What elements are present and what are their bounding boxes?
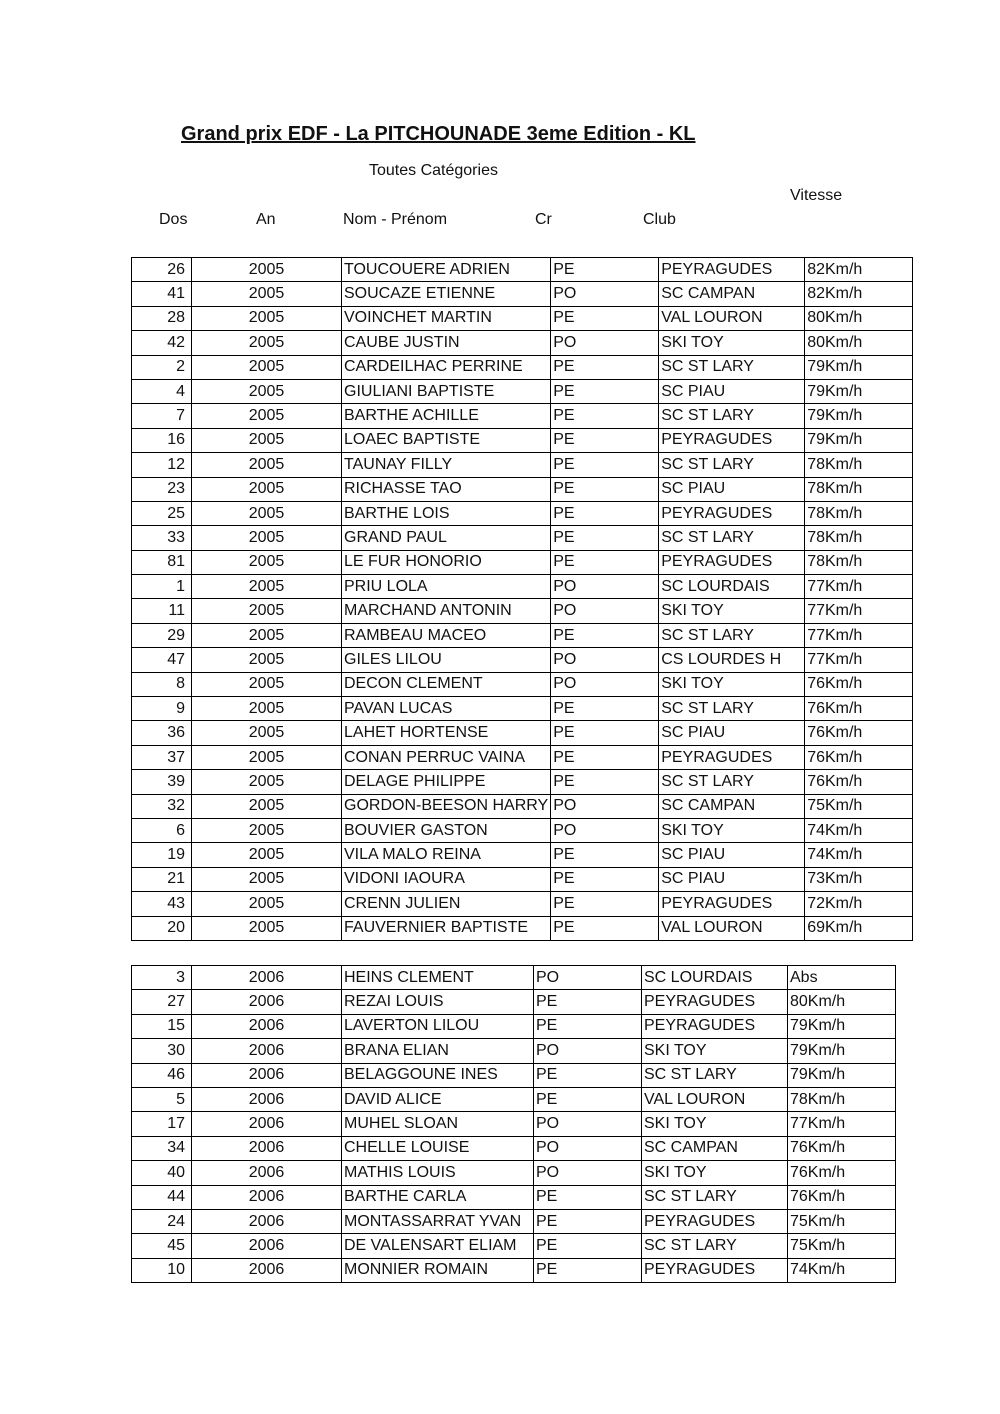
cr-cell: PO <box>534 1039 642 1063</box>
an-cell: 2005 <box>192 331 342 355</box>
club-cell: SC LOURDAIS <box>659 575 805 599</box>
name-cell: BARTHE LOIS <box>342 501 551 525</box>
club-cell: PEYRAGUDES <box>642 1014 788 1038</box>
dos-cell: 33 <box>132 526 192 550</box>
table-row <box>132 501 913 525</box>
dos-cell: 10 <box>132 1258 192 1282</box>
dos-cell: 16 <box>132 428 192 452</box>
cr-cell: PE <box>534 1258 642 1282</box>
dos-cell: 20 <box>132 916 192 940</box>
club-cell: PEYRAGUDES <box>659 501 805 525</box>
table-row <box>132 1234 896 1258</box>
club-cell: PEYRAGUDES <box>659 892 805 916</box>
vitesse-cell: 73Km/h <box>805 867 913 891</box>
dos-cell: 21 <box>132 867 192 891</box>
table-row <box>132 770 913 794</box>
cr-cell: PE <box>551 623 659 647</box>
name-cell: LAVERTON LILOU <box>342 1014 534 1038</box>
dos-cell: 41 <box>132 282 192 306</box>
an-cell: 2005 <box>192 599 342 623</box>
dos-cell: 36 <box>132 721 192 745</box>
table-row <box>132 697 913 721</box>
vitesse-cell: 79Km/h <box>805 355 913 379</box>
table-row <box>132 916 913 940</box>
an-cell: 2006 <box>192 1209 342 1233</box>
club-cell: PEYRAGUDES <box>659 428 805 452</box>
name-cell: LAHET HORTENSE <box>342 721 551 745</box>
club-cell: SC ST LARY <box>659 697 805 721</box>
vitesse-cell: 79Km/h <box>805 428 913 452</box>
table-row <box>132 1087 896 1111</box>
vitesse-cell: 76Km/h <box>805 770 913 794</box>
dos-cell: 29 <box>132 623 192 647</box>
table-row <box>132 526 913 550</box>
cr-cell: PE <box>534 1063 642 1087</box>
cr-cell: PE <box>551 745 659 769</box>
vitesse-cell: 69Km/h <box>805 916 913 940</box>
name-cell: GORDON-BEESON HARRY <box>342 794 551 818</box>
vitesse-cell: 76Km/h <box>788 1161 896 1185</box>
name-cell: MUHEL SLOAN <box>342 1112 534 1136</box>
cr-cell: PE <box>551 892 659 916</box>
results-table-2005 <box>131 257 913 941</box>
table-row <box>132 1063 896 1087</box>
dos-cell: 27 <box>132 990 192 1014</box>
results-table-2006 <box>131 965 896 1283</box>
name-cell: HEINS CLEMENT <box>342 966 534 990</box>
vitesse-cell: 74Km/h <box>805 843 913 867</box>
club-cell: SC PIAU <box>659 867 805 891</box>
club-cell: SKI TOY <box>642 1112 788 1136</box>
club-cell: PEYRAGUDES <box>642 1258 788 1282</box>
dos-cell: 8 <box>132 672 192 696</box>
name-cell: GRAND PAUL <box>342 526 551 550</box>
table-row <box>132 794 913 818</box>
cr-cell: PE <box>551 770 659 794</box>
dos-cell: 17 <box>132 1112 192 1136</box>
an-cell: 2006 <box>192 966 342 990</box>
table-row <box>132 721 913 745</box>
cr-cell: PO <box>551 282 659 306</box>
club-cell: VAL LOURON <box>642 1087 788 1111</box>
table-row <box>132 990 896 1014</box>
an-cell: 2006 <box>192 1039 342 1063</box>
an-cell: 2005 <box>192 794 342 818</box>
cr-cell: PE <box>534 1185 642 1209</box>
dos-cell: 28 <box>132 306 192 330</box>
table-row <box>132 1185 896 1209</box>
dos-cell: 42 <box>132 331 192 355</box>
name-cell: DE VALENSART ELIAM <box>342 1234 534 1258</box>
table-row <box>132 1014 896 1038</box>
cr-cell: PO <box>534 1161 642 1185</box>
name-cell: CONAN PERRUC VAINA <box>342 745 551 769</box>
name-cell: GIULIANI BAPTISTE <box>342 379 551 403</box>
cr-cell: PE <box>551 550 659 574</box>
table-row <box>132 453 913 477</box>
cr-cell: PE <box>534 1014 642 1038</box>
club-cell: SC ST LARY <box>659 526 805 550</box>
club-cell: SC ST LARY <box>642 1063 788 1087</box>
name-cell: GILES LILOU <box>342 648 551 672</box>
table-row <box>132 672 913 696</box>
club-cell: SC ST LARY <box>642 1185 788 1209</box>
an-cell: 2005 <box>192 404 342 428</box>
name-cell: BOUVIER GASTON <box>342 818 551 842</box>
an-cell: 2006 <box>192 990 342 1014</box>
name-cell: RAMBEAU MACEO <box>342 623 551 647</box>
vitesse-cell: 78Km/h <box>805 453 913 477</box>
club-cell: SKI TOY <box>659 599 805 623</box>
name-cell: CAUBE JUSTIN <box>342 331 551 355</box>
dos-cell: 4 <box>132 379 192 403</box>
vitesse-cell: 77Km/h <box>805 623 913 647</box>
dos-cell: 15 <box>132 1014 192 1038</box>
cr-cell: PE <box>551 379 659 403</box>
dos-cell: 45 <box>132 1234 192 1258</box>
dos-cell: 34 <box>132 1136 192 1160</box>
table-row <box>132 867 913 891</box>
vitesse-cell: 79Km/h <box>788 1014 896 1038</box>
club-cell: SC LOURDAIS <box>642 966 788 990</box>
an-cell: 2005 <box>192 258 342 282</box>
cr-cell: PE <box>551 428 659 452</box>
name-cell: CRENN JULIEN <box>342 892 551 916</box>
table-row <box>132 1258 896 1282</box>
table-row <box>132 258 913 282</box>
vitesse-cell: 80Km/h <box>805 331 913 355</box>
an-cell: 2005 <box>192 355 342 379</box>
table-row <box>132 331 913 355</box>
dos-cell: 12 <box>132 453 192 477</box>
club-cell: SC PIAU <box>659 379 805 403</box>
table-row <box>132 379 913 403</box>
club-cell: SC PIAU <box>659 843 805 867</box>
an-cell: 2006 <box>192 1258 342 1282</box>
cr-cell: PE <box>551 453 659 477</box>
vitesse-cell: 77Km/h <box>788 1112 896 1136</box>
table-row <box>132 306 913 330</box>
an-cell: 2005 <box>192 306 342 330</box>
cr-cell: PE <box>551 697 659 721</box>
cr-cell: PO <box>534 1136 642 1160</box>
vitesse-cell: Abs <box>788 966 896 990</box>
header-club: Club <box>643 211 676 228</box>
cr-cell: PO <box>551 599 659 623</box>
table-row <box>132 1039 896 1063</box>
vitesse-cell: 75Km/h <box>788 1234 896 1258</box>
cr-cell: PE <box>551 258 659 282</box>
cr-cell: PE <box>551 306 659 330</box>
an-cell: 2005 <box>192 623 342 647</box>
an-cell: 2006 <box>192 1185 342 1209</box>
table-row <box>132 550 913 574</box>
cr-cell: PE <box>551 355 659 379</box>
an-cell: 2006 <box>192 1087 342 1111</box>
vitesse-cell: 76Km/h <box>788 1185 896 1209</box>
club-cell: SC CAMPAN <box>659 282 805 306</box>
name-cell: SOUCAZE ETIENNE <box>342 282 551 306</box>
dos-cell: 47 <box>132 648 192 672</box>
table-row <box>132 966 896 990</box>
an-cell: 2005 <box>192 892 342 916</box>
table-row <box>132 477 913 501</box>
an-cell: 2005 <box>192 428 342 452</box>
header-vitesse: Vitesse <box>790 187 843 204</box>
dos-cell: 24 <box>132 1209 192 1233</box>
cr-cell: PE <box>534 1087 642 1111</box>
dos-cell: 26 <box>132 258 192 282</box>
dos-cell: 7 <box>132 404 192 428</box>
club-cell: SKI TOY <box>659 672 805 696</box>
name-cell: TOUCOUERE ADRIEN <box>342 258 551 282</box>
table-row <box>132 648 913 672</box>
an-cell: 2005 <box>192 526 342 550</box>
table-row <box>132 1161 896 1185</box>
an-cell: 2006 <box>192 1112 342 1136</box>
club-cell: SKI TOY <box>642 1161 788 1185</box>
an-cell: 2005 <box>192 818 342 842</box>
cr-cell: PE <box>551 867 659 891</box>
an-cell: 2005 <box>192 453 342 477</box>
table-row <box>132 745 913 769</box>
vitesse-cell: 75Km/h <box>788 1209 896 1233</box>
an-cell: 2005 <box>192 282 342 306</box>
an-cell: 2005 <box>192 843 342 867</box>
an-cell: 2006 <box>192 1234 342 1258</box>
dos-cell: 3 <box>132 966 192 990</box>
table-row <box>132 1112 896 1136</box>
dos-cell: 32 <box>132 794 192 818</box>
cr-cell: PO <box>534 1112 642 1136</box>
name-cell: CHELLE LOUISE <box>342 1136 534 1160</box>
dos-cell: 25 <box>132 501 192 525</box>
cr-cell: PE <box>551 916 659 940</box>
dos-cell: 37 <box>132 745 192 769</box>
cr-cell: PO <box>534 966 642 990</box>
an-cell: 2006 <box>192 1136 342 1160</box>
club-cell: SKI TOY <box>659 331 805 355</box>
name-cell: VIDONI IAOURA <box>342 867 551 891</box>
header-nom: Nom - Prénom <box>343 211 448 228</box>
vitesse-cell: 79Km/h <box>805 379 913 403</box>
dos-cell: 39 <box>132 770 192 794</box>
cr-cell: PE <box>551 526 659 550</box>
dos-cell: 9 <box>132 697 192 721</box>
an-cell: 2005 <box>192 672 342 696</box>
vitesse-cell: 78Km/h <box>788 1087 896 1111</box>
an-cell: 2006 <box>192 1063 342 1087</box>
name-cell: BRANA ELIAN <box>342 1039 534 1063</box>
an-cell: 2005 <box>192 477 342 501</box>
table-row <box>132 355 913 379</box>
cr-cell: PE <box>534 990 642 1014</box>
an-cell: 2005 <box>192 745 342 769</box>
vitesse-cell: 82Km/h <box>805 282 913 306</box>
club-cell: PEYRAGUDES <box>659 745 805 769</box>
cr-cell: PE <box>551 477 659 501</box>
dos-cell: 30 <box>132 1039 192 1063</box>
club-cell: SC ST LARY <box>659 355 805 379</box>
club-cell: SC CAMPAN <box>642 1136 788 1160</box>
an-cell: 2005 <box>192 867 342 891</box>
vitesse-cell: 76Km/h <box>805 672 913 696</box>
vitesse-cell: 80Km/h <box>805 306 913 330</box>
club-cell: PEYRAGUDES <box>659 258 805 282</box>
name-cell: MONNIER ROMAIN <box>342 1258 534 1282</box>
vitesse-cell: 72Km/h <box>805 892 913 916</box>
vitesse-cell: 76Km/h <box>788 1136 896 1160</box>
club-cell: SC ST LARY <box>659 623 805 647</box>
table-row <box>132 428 913 452</box>
dos-cell: 11 <box>132 599 192 623</box>
cr-cell: PE <box>551 843 659 867</box>
vitesse-cell: 80Km/h <box>788 990 896 1014</box>
name-cell: PAVAN LUCAS <box>342 697 551 721</box>
an-cell: 2005 <box>192 575 342 599</box>
club-cell: SC ST LARY <box>659 770 805 794</box>
dos-cell: 1 <box>132 575 192 599</box>
club-cell: SC ST LARY <box>659 404 805 428</box>
club-cell: SC ST LARY <box>659 453 805 477</box>
name-cell: VILA MALO REINA <box>342 843 551 867</box>
club-cell: SC CAMPAN <box>659 794 805 818</box>
dos-cell: 40 <box>132 1161 192 1185</box>
header-dos: Dos <box>159 211 188 228</box>
vitesse-cell: 76Km/h <box>805 697 913 721</box>
an-cell: 2005 <box>192 721 342 745</box>
table-row <box>132 575 913 599</box>
club-cell: SKI TOY <box>659 818 805 842</box>
vitesse-cell: 82Km/h <box>805 258 913 282</box>
table-row <box>132 599 913 623</box>
cr-cell: PO <box>551 648 659 672</box>
cr-cell: PE <box>534 1234 642 1258</box>
table-row <box>132 892 913 916</box>
club-cell: SC PIAU <box>659 721 805 745</box>
page-title: Grand prix EDF - La PITCHOUNADE 3eme Edition - KL <box>181 123 696 145</box>
table-row <box>132 623 913 647</box>
vitesse-cell: 78Km/h <box>805 526 913 550</box>
dos-cell: 2 <box>132 355 192 379</box>
vitesse-cell: 79Km/h <box>788 1039 896 1063</box>
cr-cell: PE <box>551 501 659 525</box>
vitesse-cell: 77Km/h <box>805 648 913 672</box>
club-cell: SC PIAU <box>659 477 805 501</box>
name-cell: VOINCHET MARTIN <box>342 306 551 330</box>
an-cell: 2006 <box>192 1014 342 1038</box>
an-cell: 2005 <box>192 379 342 403</box>
name-cell: MATHIS LOUIS <box>342 1161 534 1185</box>
table-row <box>132 404 913 428</box>
table-row <box>132 843 913 867</box>
name-cell: BARTHE CARLA <box>342 1185 534 1209</box>
cr-cell: PE <box>534 1209 642 1233</box>
dos-cell: 43 <box>132 892 192 916</box>
vitesse-cell: 74Km/h <box>805 818 913 842</box>
name-cell: TAUNAY FILLY <box>342 453 551 477</box>
dos-cell: 81 <box>132 550 192 574</box>
vitesse-cell: 79Km/h <box>805 404 913 428</box>
vitesse-cell: 75Km/h <box>805 794 913 818</box>
dos-cell: 23 <box>132 477 192 501</box>
name-cell: LOAEC BAPTISTE <box>342 428 551 452</box>
club-cell: VAL LOURON <box>659 306 805 330</box>
vitesse-cell: 76Km/h <box>805 745 913 769</box>
an-cell: 2005 <box>192 501 342 525</box>
vitesse-cell: 77Km/h <box>805 575 913 599</box>
an-cell: 2005 <box>192 648 342 672</box>
cr-cell: PE <box>551 721 659 745</box>
club-cell: SKI TOY <box>642 1039 788 1063</box>
club-cell: PEYRAGUDES <box>642 990 788 1014</box>
vitesse-cell: 76Km/h <box>805 721 913 745</box>
an-cell: 2005 <box>192 770 342 794</box>
name-cell: CARDEILHAC PERRINE <box>342 355 551 379</box>
table-row <box>132 282 913 306</box>
dos-cell: 44 <box>132 1185 192 1209</box>
club-cell: VAL LOURON <box>659 916 805 940</box>
an-cell: 2006 <box>192 1161 342 1185</box>
an-cell: 2005 <box>192 697 342 721</box>
name-cell: DECON CLEMENT <box>342 672 551 696</box>
cr-cell: PO <box>551 794 659 818</box>
name-cell: BARTHE ACHILLE <box>342 404 551 428</box>
club-cell: PEYRAGUDES <box>642 1209 788 1233</box>
vitesse-cell: 79Km/h <box>788 1063 896 1087</box>
club-cell: SC ST LARY <box>642 1234 788 1258</box>
name-cell: REZAI LOUIS <box>342 990 534 1014</box>
name-cell: PRIU LOLA <box>342 575 551 599</box>
cr-cell: PE <box>551 404 659 428</box>
table-row <box>132 1136 896 1160</box>
vitesse-cell: 78Km/h <box>805 501 913 525</box>
club-cell: PEYRAGUDES <box>659 550 805 574</box>
dos-cell: 6 <box>132 818 192 842</box>
cr-cell: PO <box>551 818 659 842</box>
vitesse-cell: 78Km/h <box>805 477 913 501</box>
cr-cell: PO <box>551 331 659 355</box>
dos-cell: 19 <box>132 843 192 867</box>
table-row <box>132 818 913 842</box>
name-cell: FAUVERNIER BAPTISTE <box>342 916 551 940</box>
header-cr: Cr <box>535 211 552 228</box>
dos-cell: 5 <box>132 1087 192 1111</box>
name-cell: MONTASSARRAT YVAN <box>342 1209 534 1233</box>
vitesse-cell: 77Km/h <box>805 599 913 623</box>
vitesse-cell: 78Km/h <box>805 550 913 574</box>
cr-cell: PO <box>551 575 659 599</box>
name-cell: DELAGE PHILIPPE <box>342 770 551 794</box>
table-row <box>132 1209 896 1233</box>
an-cell: 2005 <box>192 916 342 940</box>
vitesse-cell: 74Km/h <box>788 1258 896 1282</box>
club-cell: CS LOURDES H <box>659 648 805 672</box>
name-cell: BELAGGOUNE INES <box>342 1063 534 1087</box>
an-cell: 2005 <box>192 550 342 574</box>
dos-cell: 46 <box>132 1063 192 1087</box>
name-cell: LE FUR HONORIO <box>342 550 551 574</box>
name-cell: DAVID ALICE <box>342 1087 534 1111</box>
name-cell: RICHASSE TAO <box>342 477 551 501</box>
page-subtitle: Toutes Catégories <box>369 162 498 179</box>
header-an: An <box>256 211 276 228</box>
name-cell: MARCHAND ANTONIN <box>342 599 551 623</box>
cr-cell: PO <box>551 672 659 696</box>
